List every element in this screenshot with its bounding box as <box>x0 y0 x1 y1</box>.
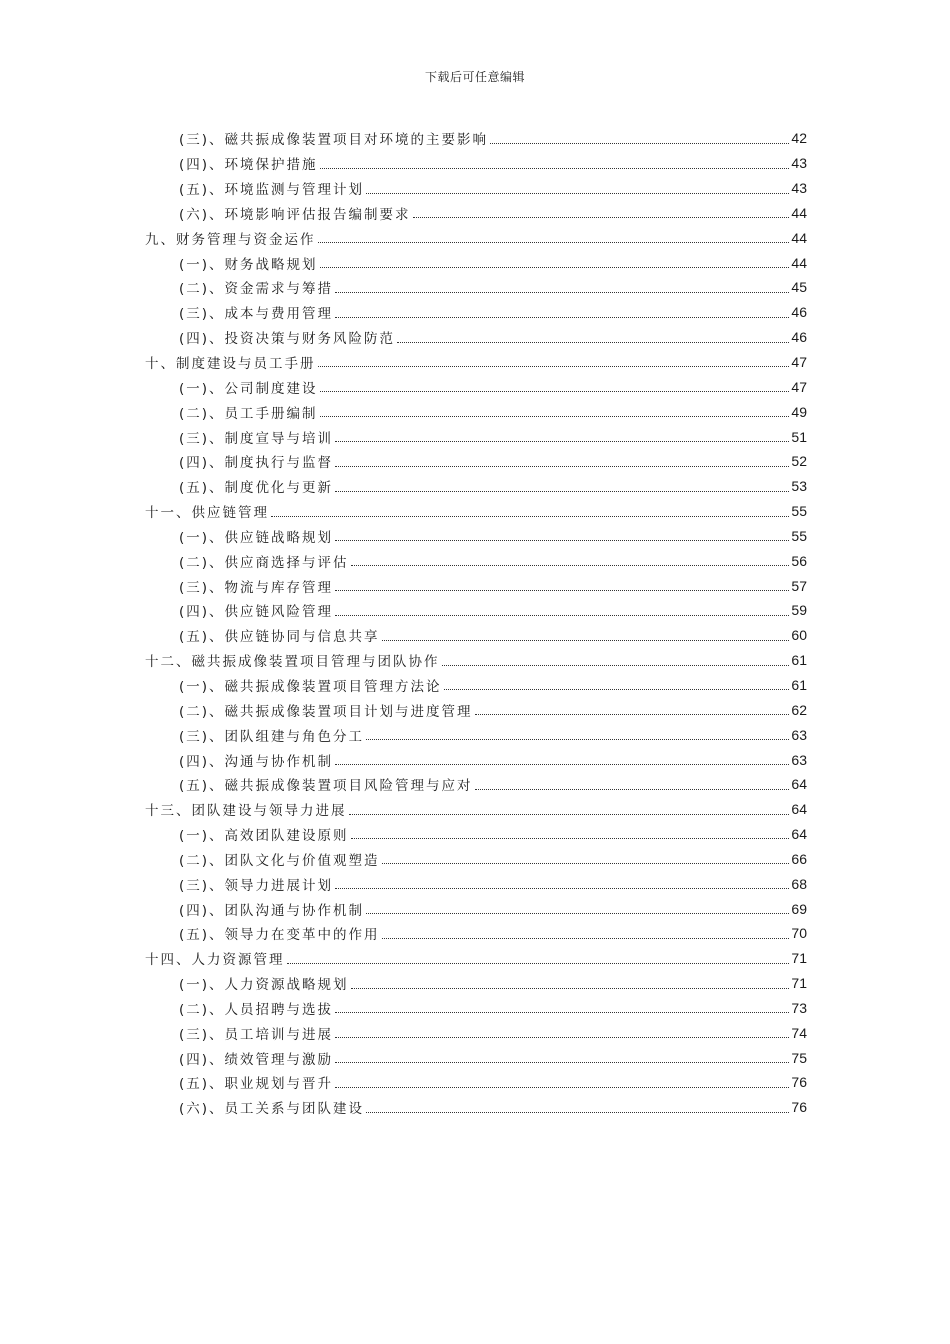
toc-entry-page-number: 52 <box>791 453 807 470</box>
toc-entry-title: (六)、员工关系与团队建设 <box>179 1101 365 1118</box>
toc-dot-leader <box>490 142 789 144</box>
toc-entry-page-number: 70 <box>791 925 807 942</box>
toc-entry-page-number: 66 <box>791 850 807 867</box>
toc-dot-leader <box>335 291 789 293</box>
toc-entry[interactable] <box>0 499 807 524</box>
toc-entry-title: (二)、员工手册编制 <box>179 405 318 422</box>
toc-entry[interactable] <box>0 772 807 797</box>
toc-entry[interactable] <box>0 871 807 896</box>
toc-entry-title: (三)、物流与库存管理 <box>179 579 334 596</box>
toc-entry-title: (一)、公司制度建设 <box>179 380 318 397</box>
toc-dot-leader <box>335 440 789 442</box>
toc-dot-leader <box>366 738 789 740</box>
toc-entry[interactable] <box>0 176 807 201</box>
toc-entry-title: (一)、供应链战略规划 <box>179 529 334 546</box>
toc-entry-page-number: 76 <box>791 1099 807 1116</box>
toc-entry-title: (三)、磁共振成像装置项目对环境的主要影响 <box>179 132 489 149</box>
toc-entry[interactable] <box>0 300 807 325</box>
toc-entry[interactable] <box>0 822 807 847</box>
toc-dot-leader <box>366 1111 789 1113</box>
toc-entry[interactable] <box>0 126 807 151</box>
toc-entry-page-number: 73 <box>791 999 807 1016</box>
toc-entry-title: (二)、团队文化与价值观塑造 <box>179 852 380 869</box>
toc-entry[interactable] <box>0 921 807 946</box>
toc-entry[interactable] <box>0 151 807 176</box>
toc-dot-leader <box>335 1011 789 1013</box>
toc-entry-title: (四)、沟通与协作机制 <box>179 753 334 770</box>
toc-entry-page-number: 43 <box>791 180 807 197</box>
toc-entry-page-number: 47 <box>791 354 807 371</box>
toc-entry[interactable] <box>0 648 807 673</box>
toc-dot-leader <box>318 241 790 243</box>
toc-entry-title: (二)、资金需求与筹措 <box>179 281 334 298</box>
toc-entry-title: (三)、成本与费用管理 <box>179 306 334 323</box>
toc-entry-title: (四)、环境保护措施 <box>179 157 318 174</box>
toc-entry-title: (六)、环境影响评估报告编制要求 <box>179 206 411 223</box>
toc-entry[interactable] <box>0 722 807 747</box>
toc-entry-page-number: 69 <box>791 900 807 917</box>
toc-entry[interactable] <box>0 201 807 226</box>
toc-entry-title: (三)、领导力进展计划 <box>179 877 334 894</box>
toc-dot-leader <box>335 539 789 541</box>
toc-dot-leader <box>351 837 790 839</box>
toc-entry[interactable] <box>0 275 807 300</box>
toc-entry-page-number: 49 <box>791 403 807 420</box>
toc-entry[interactable] <box>0 225 807 250</box>
toc-entry-page-number: 76 <box>791 1074 807 1091</box>
toc-entry-title: (五)、环境监测与管理计划 <box>179 182 365 199</box>
toc-dot-leader <box>351 987 790 989</box>
toc-entry[interactable] <box>0 1070 807 1095</box>
toc-dot-leader <box>382 937 790 939</box>
toc-entry-title: (五)、制度优化与更新 <box>179 480 334 497</box>
toc-dot-leader <box>442 664 790 666</box>
toc-entry[interactable] <box>0 996 807 1021</box>
toc-entry[interactable] <box>0 697 807 722</box>
toc-dot-leader <box>335 316 789 318</box>
toc-entry-page-number: 68 <box>791 875 807 892</box>
toc-entry-page-number: 56 <box>791 552 807 569</box>
toc-entry-title: (四)、绩效管理与激励 <box>179 1051 334 1068</box>
toc-entry-title: (三)、团队组建与角色分工 <box>179 728 365 745</box>
toc-entry[interactable] <box>0 1045 807 1070</box>
toc-entry[interactable] <box>0 424 807 449</box>
toc-entry-page-number: 45 <box>791 279 807 296</box>
toc-entry[interactable] <box>0 548 807 573</box>
toc-entry-page-number: 55 <box>791 503 807 520</box>
toc-entry-title: (五)、供应链协同与信息共享 <box>179 629 380 646</box>
toc-dot-leader <box>335 1036 789 1038</box>
table-of-contents <box>0 126 950 1120</box>
toc-entry-page-number: 63 <box>791 726 807 743</box>
toc-dot-leader <box>335 465 789 467</box>
toc-entry[interactable] <box>0 946 807 971</box>
toc-dot-leader <box>335 763 789 765</box>
toc-entry-page-number: 63 <box>791 751 807 768</box>
toc-entry-title: 十二、磁共振成像装置项目管理与团队协作 <box>145 654 440 671</box>
toc-entry-page-number: 62 <box>791 701 807 718</box>
toc-entry-page-number: 44 <box>791 204 807 221</box>
toc-entry-title: 十三、团队建设与领导力进展 <box>145 803 347 820</box>
toc-entry[interactable] <box>0 747 807 772</box>
toc-entry-title: (一)、财务战略规划 <box>179 256 318 273</box>
toc-dot-leader <box>271 515 789 517</box>
toc-dot-leader <box>351 564 790 566</box>
toc-dot-leader <box>382 639 790 641</box>
toc-entry-page-number: 47 <box>791 378 807 395</box>
toc-dot-leader <box>335 887 789 889</box>
toc-dot-leader <box>366 192 789 194</box>
toc-entry-page-number: 61 <box>791 676 807 693</box>
toc-entry-title: (五)、领导力在变革中的作用 <box>179 927 380 944</box>
toc-entry-title: (二)、供应商选择与评估 <box>179 554 349 571</box>
toc-entry-page-number: 53 <box>791 478 807 495</box>
toc-entry[interactable] <box>0 573 807 598</box>
toc-entry[interactable] <box>0 896 807 921</box>
toc-entry-page-number: 71 <box>791 950 807 967</box>
toc-entry-page-number: 61 <box>791 652 807 669</box>
toc-dot-leader <box>320 266 790 268</box>
toc-entry-title: 十、制度建设与员工手册 <box>145 356 316 373</box>
toc-entry[interactable] <box>0 399 807 424</box>
toc-dot-leader <box>335 1086 789 1088</box>
toc-entry[interactable] <box>0 598 807 623</box>
toc-entry[interactable] <box>0 1095 807 1120</box>
toc-entry-title: 十四、人力资源管理 <box>145 952 285 969</box>
toc-entry[interactable] <box>0 623 807 648</box>
toc-dot-leader <box>335 490 789 492</box>
toc-entry-title: (四)、供应链风险管理 <box>179 604 334 621</box>
toc-entry-page-number: 46 <box>791 304 807 321</box>
toc-entry-page-number: 44 <box>791 229 807 246</box>
toc-entry-title: (二)、磁共振成像装置项目计划与进度管理 <box>179 703 473 720</box>
toc-entry-page-number: 64 <box>791 776 807 793</box>
toc-entry-title: (三)、员工培训与进展 <box>179 1026 334 1043</box>
toc-entry-page-number: 55 <box>791 527 807 544</box>
toc-dot-leader <box>444 688 790 690</box>
page-header: 下载后可任意编辑 <box>424 70 525 84</box>
toc-entry-title: (四)、团队沟通与协作机制 <box>179 902 365 919</box>
toc-entry[interactable] <box>0 524 807 549</box>
toc-entry-page-number: 51 <box>791 428 807 445</box>
toc-entry-page-number: 74 <box>791 1024 807 1041</box>
toc-dot-leader <box>320 390 790 392</box>
toc-entry-page-number: 42 <box>791 130 807 147</box>
toc-entry-title: (二)、人员招聘与选拔 <box>179 1001 334 1018</box>
toc-entry[interactable] <box>0 673 807 698</box>
toc-dot-leader <box>413 216 790 218</box>
toc-entry-title: (一)、磁共振成像装置项目管理方法论 <box>179 678 442 695</box>
toc-entry[interactable] <box>0 325 807 350</box>
toc-entry-title: (五)、职业规划与晋升 <box>179 1076 334 1093</box>
toc-entry-page-number: 64 <box>791 801 807 818</box>
toc-entry-title: (一)、人力资源战略规划 <box>179 977 349 994</box>
toc-dot-leader <box>366 912 789 914</box>
toc-entry-title: 九、财务管理与资金运作 <box>145 231 316 248</box>
toc-dot-leader <box>349 813 790 815</box>
toc-dot-leader <box>318 365 790 367</box>
toc-entry[interactable] <box>0 350 807 375</box>
toc-dot-leader <box>335 1061 789 1063</box>
toc-entry-page-number: 75 <box>791 1049 807 1066</box>
toc-entry-title: (四)、制度执行与监督 <box>179 455 334 472</box>
toc-entry-page-number: 64 <box>791 826 807 843</box>
toc-entry[interactable] <box>0 797 807 822</box>
toc-dot-leader <box>475 713 790 715</box>
toc-entry-page-number: 43 <box>791 155 807 172</box>
toc-entry-page-number: 57 <box>791 577 807 594</box>
toc-entry[interactable] <box>0 1020 807 1045</box>
toc-dot-leader <box>287 962 790 964</box>
toc-entry[interactable] <box>0 474 807 499</box>
toc-entry-page-number: 44 <box>791 254 807 271</box>
toc-entry-title: (五)、磁共振成像装置项目风险管理与应对 <box>179 778 473 795</box>
toc-entry[interactable] <box>0 374 807 399</box>
toc-entry-title: (三)、制度宣导与培训 <box>179 430 334 447</box>
toc-entry[interactable] <box>0 971 807 996</box>
toc-dot-leader <box>475 788 790 790</box>
toc-entry-page-number: 59 <box>791 602 807 619</box>
toc-dot-leader <box>335 614 789 616</box>
toc-entry-page-number: 60 <box>791 627 807 644</box>
toc-entry[interactable] <box>0 846 807 871</box>
toc-dot-leader <box>397 341 789 343</box>
toc-entry-page-number: 71 <box>791 975 807 992</box>
toc-entry-title: (一)、高效团队建设原则 <box>179 828 349 845</box>
toc-dot-leader <box>382 862 790 864</box>
toc-dot-leader <box>335 589 789 591</box>
toc-entry-title: (四)、投资决策与财务风险防范 <box>179 331 396 348</box>
toc-entry[interactable] <box>0 250 807 275</box>
toc-entry-title: 十一、供应链管理 <box>145 505 269 522</box>
toc-entry-page-number: 46 <box>791 329 807 346</box>
toc-entry[interactable] <box>0 449 807 474</box>
toc-dot-leader <box>320 167 790 169</box>
toc-dot-leader <box>320 415 790 417</box>
